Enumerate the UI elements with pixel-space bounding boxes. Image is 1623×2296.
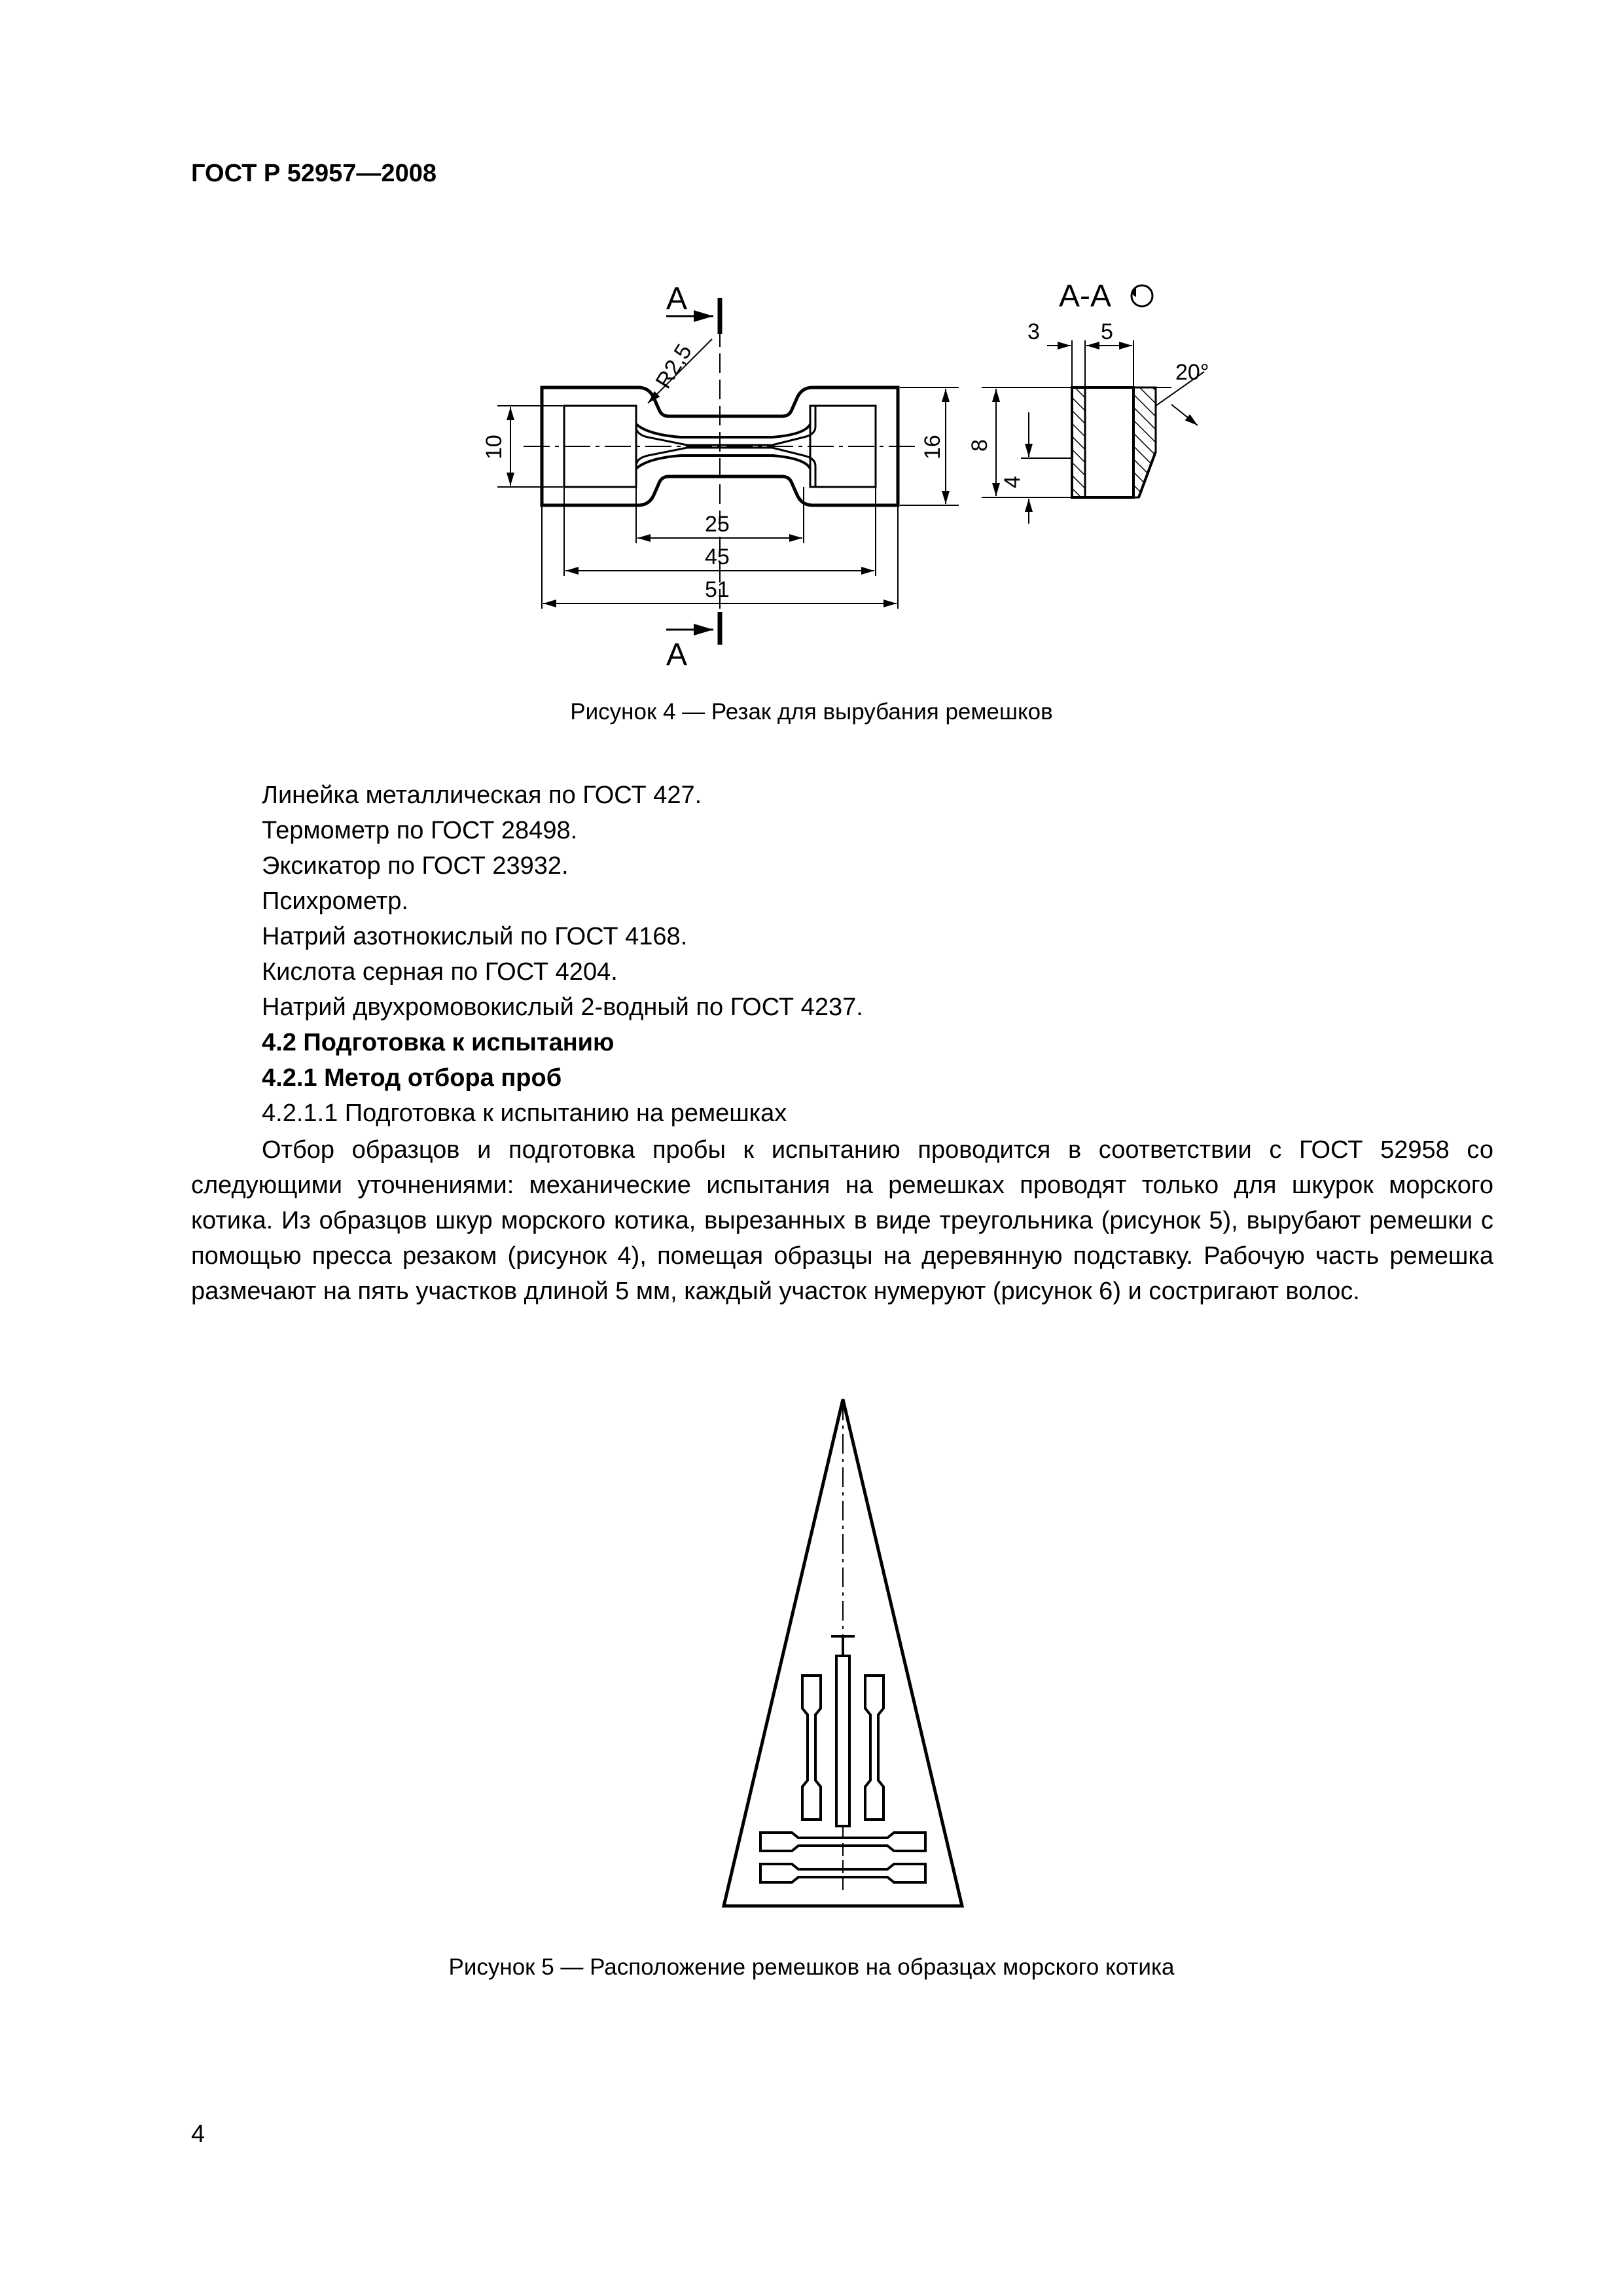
dim-51: 51 [705,577,730,602]
list-item: Кислота серная по ГОСТ 4204. [262,958,618,986]
figure-4-caption: Рисунок 4 — Резак для вырубания ремешков [570,699,1053,725]
figure-4-cutter-drawing [458,262,1243,681]
section-heading-4-2: 4.2 Подготовка к испытанию [262,1029,615,1056]
section-heading-4-2-1: 4.2.1 Метод отбора проб [262,1064,562,1092]
dim-25: 25 [705,512,730,537]
document-header: ГОСТ Р 52957—2008 [191,160,437,187]
dim-8: 8 [967,439,992,452]
dim-45: 45 [705,545,730,569]
section-label-top: А [666,281,688,316]
list-item: Линейка металлическая по ГОСТ 427. [262,781,702,809]
angle-20: 20° [1175,360,1209,385]
body-paragraph: Отбор образцов и подготовка пробы к испытанию проводится в соответствии с ГОСТ 52958 со следующими уточнениями: механические испытания на ремешках проводят только для шкурок морского котика. Из образцов шкур морского котика, вырезанных в виде треугольника (рисунок 5), вырубают ремешки с помощью пресса резаком (рисунок 4), помещая образцы на деревянную подставку. Рабочую часть ремешка размечают на пять участков длиной 5 мм, каждый участок нумеруют (рисунок 6) и состригают волос. [191,1136,1493,1305]
cutter-neck-bottom [636,456,810,469]
list-item: Эксикатор по ГОСТ 23932. [262,852,569,880]
figure-5-strap-layout [720,1388,982,1924]
list-item: Натрий азотнокислый по ГОСТ 4168. [262,923,688,950]
dim-5: 5 [1101,319,1113,344]
dim-10: 10 [482,435,507,459]
list-item: Термометр по ГОСТ 28498. [262,817,578,844]
section-left-wall [1072,387,1085,497]
section-title: А-А [1059,279,1112,314]
list-item: Натрий двухромовокислый 2-водный по ГОСТ 4237. [262,994,863,1021]
vertical-strap-right [865,1676,883,1820]
radius-label: R2,5 [651,340,697,393]
section-heading-4-2-1-1: 4.2.1.1 Подготовка к испытанию на ремешках [262,1100,787,1127]
cutter-neck-top [636,424,810,437]
dim-3: 3 [1027,319,1040,344]
section-label-bottom: А [666,637,688,672]
vertical-strap-center [836,1656,849,1826]
list-item: Психрометр. [262,888,408,915]
vertical-strap-left [802,1676,821,1820]
dim-4: 4 [1000,476,1025,488]
dim-16: 16 [920,435,945,459]
figure-5-caption: Рисунок 5 — Расположение ремешков на образцах морского котика [448,1954,1175,1980]
page-number: 4 [191,2121,205,2148]
